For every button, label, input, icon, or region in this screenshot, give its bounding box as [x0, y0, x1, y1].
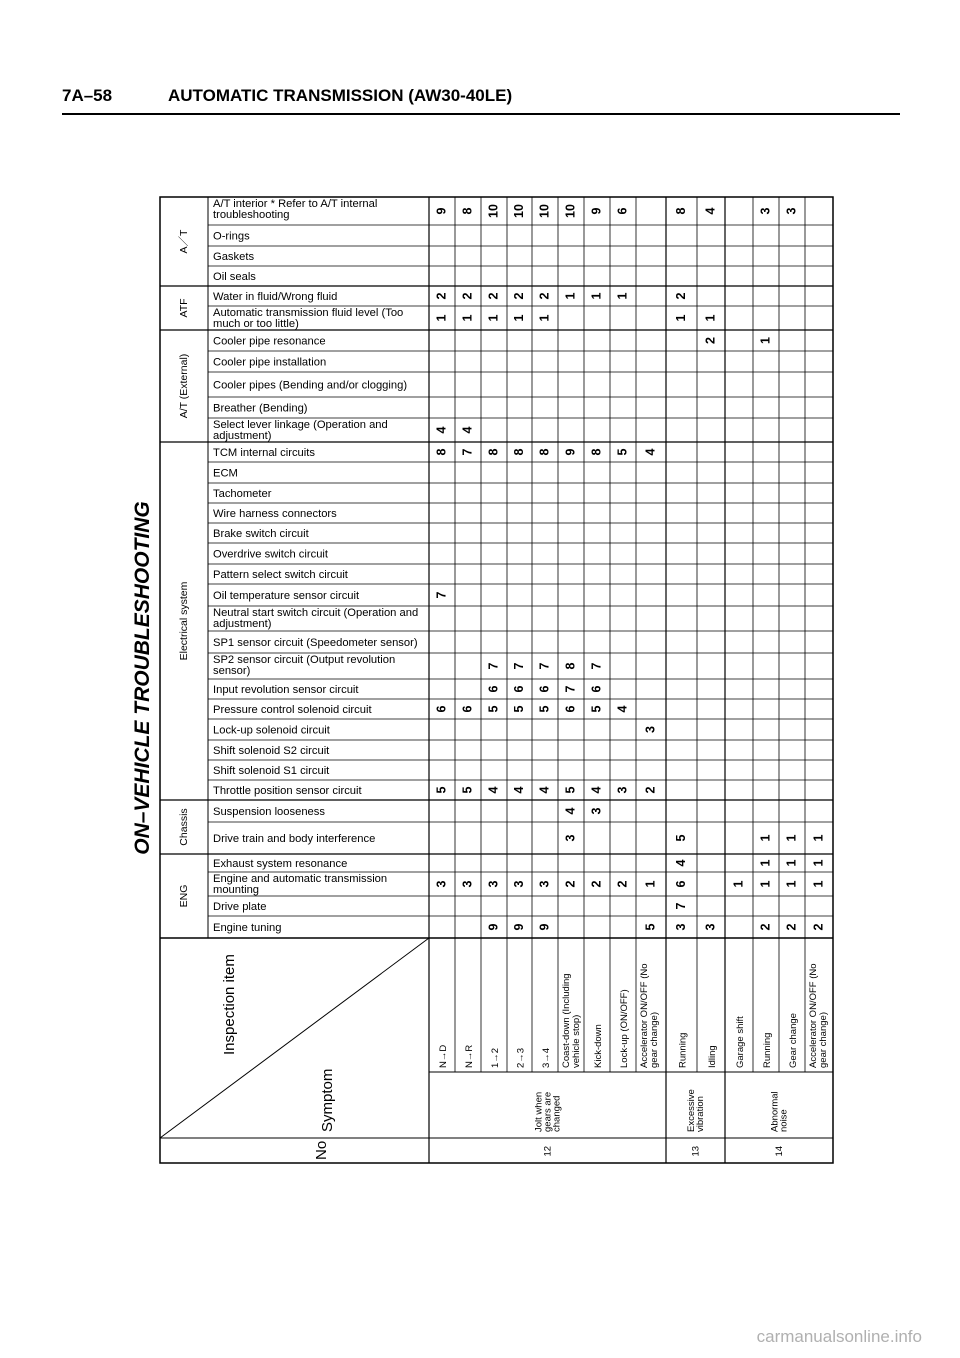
cell-value: 1: [511, 314, 526, 322]
inspection-item: Throttle position sensor circuit: [213, 785, 362, 797]
cell-value: 2: [563, 880, 578, 888]
cell-value: 1: [589, 292, 604, 300]
inspection-item: SP2 sensor circuit (Output revolution: [213, 654, 396, 666]
symptom-group-label: Jolt when: [533, 1091, 545, 1132]
cell-value: 1: [758, 337, 773, 344]
cell-value: 2: [511, 292, 526, 300]
symptom-group-label: changed: [551, 1095, 563, 1132]
inspection-item: Overdrive switch circuit: [213, 548, 329, 561]
cell-value: 7: [460, 448, 475, 456]
corner-diagonal: [160, 938, 429, 1138]
inspection-item: Cooler pipe resonance: [213, 335, 326, 348]
cell-value: 3: [758, 207, 773, 215]
watermark: carmanualsonline.info: [756, 1327, 922, 1346]
cell-value: 1: [563, 292, 578, 300]
symptom-condition: gear change): [818, 1012, 829, 1068]
cell-value: 10: [563, 204, 578, 218]
cell-value: 4: [563, 807, 578, 815]
cell-value: 1: [537, 314, 552, 322]
cell-value: 7: [434, 591, 449, 599]
cell-value: 3: [643, 726, 658, 733]
symptom-condition: vehicle stop): [571, 1014, 582, 1068]
symptom-condition: Idling: [707, 1045, 718, 1068]
cell-value: 6: [615, 207, 630, 215]
symptom-condition: Coast-down (Including: [561, 973, 572, 1068]
symptom-group-label: gears are: [542, 1091, 554, 1132]
inspection-item: Drive plate: [213, 901, 267, 913]
inspection-item: sensor): [213, 665, 251, 677]
cell-value: 2: [811, 923, 826, 931]
inspection-item: Select lever linkage (Operation and: [213, 419, 388, 431]
inspection-item: Input revolution sensor circuit: [213, 684, 359, 696]
symptom-condition: Kick-down: [593, 1024, 604, 1068]
cell-value: 10: [486, 204, 501, 218]
cell-value: 6: [486, 685, 501, 693]
cell-value: 5: [643, 923, 658, 931]
cell-value: 3: [615, 786, 630, 794]
cell-value: 9: [486, 923, 501, 931]
inspection-item: mounting: [213, 884, 260, 896]
cell-value: 1: [615, 292, 630, 300]
cell-value: 4: [703, 207, 718, 215]
group-label: Chassis: [177, 808, 190, 846]
symptom-condition: Garage shift: [735, 1016, 746, 1068]
cell-value: 6: [589, 685, 604, 693]
symptom-condition: 3→4: [541, 1047, 552, 1068]
cell-value: 3: [703, 923, 718, 931]
inspection-item: Tachometer: [213, 488, 272, 500]
cell-value: 1: [486, 314, 501, 322]
cell-value: 3: [563, 834, 578, 842]
cell-value: 8: [460, 207, 475, 215]
inspection-item: Oil temperature sensor circuit: [213, 590, 360, 602]
symptom-group-label: vibration: [695, 1096, 706, 1132]
symptom-group-label: Excessive: [686, 1089, 697, 1132]
group-label: Electrical system: [177, 581, 190, 661]
cell-value: 8: [537, 448, 552, 456]
cell-value: 7: [589, 662, 604, 670]
cell-value: 4: [537, 786, 552, 794]
symptom-header: Symptom: [319, 1068, 336, 1132]
inspection-item: adjustment): [213, 430, 272, 442]
page-title: AUTOMATIC TRANSMISSION (AW30-40LE): [168, 86, 513, 105]
cell-value: 3: [784, 207, 799, 215]
symptom-group-label: Abnormal: [769, 1091, 781, 1132]
symptom-condition: Running: [677, 1032, 689, 1068]
inspection-item: Engine tuning: [213, 922, 282, 934]
inspection-item: troubleshooting: [213, 209, 290, 221]
cell-value: 7: [537, 662, 552, 670]
cell-value: 7: [486, 662, 501, 670]
cell-value: 8: [511, 448, 526, 456]
inspection-item: Oil seals: [213, 271, 256, 283]
cell-value: 1: [811, 834, 826, 842]
cell-value: 2: [589, 880, 604, 888]
cell-value: 6: [434, 705, 449, 713]
cell-value: 2: [643, 786, 658, 794]
cell-value: 4: [434, 426, 449, 434]
cell-value: 4: [460, 426, 475, 434]
symptom-condition: Running: [762, 1032, 773, 1068]
cell-value: 9: [511, 923, 526, 931]
cell-value: 5: [434, 786, 449, 794]
cell-value: 3: [673, 923, 688, 931]
cell-value: 1: [758, 859, 773, 867]
inspection-item: Exhaust system resonance: [213, 858, 348, 870]
symptom-group-label: noise: [778, 1109, 790, 1132]
inspection-item: Lock-up solenoid circuit: [213, 724, 330, 737]
cell-value: 7: [673, 902, 688, 910]
cell-value: 2: [703, 337, 718, 344]
group-label: ATF: [177, 298, 190, 318]
cell-value: 5: [673, 834, 688, 842]
cell-value: 2: [434, 292, 449, 300]
cell-value: 10: [511, 204, 526, 218]
cell-value: 1: [460, 314, 475, 322]
inspection-item: Pressure control solenoid circuit: [213, 704, 372, 716]
symptom-condition: Accelerator ON/OFF (No: [639, 963, 650, 1068]
cell-value: 4: [673, 859, 688, 867]
page-number: 7A–58: [62, 86, 113, 105]
cell-value: 8: [563, 662, 578, 670]
cell-value: 4: [589, 786, 604, 794]
cell-value: 2: [537, 292, 552, 300]
inspection-item: Shift solenoid S2 circuit: [213, 745, 330, 757]
cell-value: 9: [537, 923, 552, 931]
inspection-item: Gaskets: [213, 251, 255, 263]
cell-value: 3: [460, 880, 475, 888]
cell-value: 1: [784, 880, 799, 888]
inspection-item: Suspension looseness: [213, 806, 325, 818]
symptom-condition: 1→2: [490, 1047, 501, 1068]
cell-value: 1: [758, 834, 773, 842]
symptom-condition: gear change): [649, 1012, 660, 1068]
cell-value: 1: [784, 834, 799, 842]
side-title: ON–VEHICLE TROUBLESHOOTING: [131, 501, 154, 855]
inspection-item: ECM: [213, 467, 238, 480]
cell-value: 8: [434, 448, 449, 456]
cell-value: 3: [511, 880, 526, 888]
symptom-condition: 2→3: [515, 1047, 527, 1068]
cell-value: 6: [537, 685, 552, 693]
cell-value: 1: [731, 880, 746, 888]
cell-value: 1: [784, 859, 799, 867]
cell-value: 9: [589, 207, 604, 215]
inspection-item: Engine and automatic transmission: [213, 873, 388, 885]
inspection-item: Wire harness connectors: [213, 508, 337, 520]
inspection-item: Shift solenoid S1 circuit: [213, 765, 330, 777]
symptom-condition: N→D: [438, 1044, 449, 1068]
cell-value: 7: [563, 685, 578, 693]
cell-value: 2: [615, 880, 630, 888]
cell-value: 4: [643, 448, 658, 456]
cell-value: 5: [589, 705, 604, 713]
cell-value: 5: [460, 786, 475, 794]
cell-value: 5: [511, 705, 526, 713]
cell-value: 5: [486, 705, 501, 713]
no-header: No: [313, 1140, 330, 1160]
cell-value: 8: [589, 448, 604, 456]
inspection-item: Water in fluid/Wrong fluid: [213, 291, 338, 303]
cell-value: 2: [486, 292, 501, 300]
symptom-number: 13: [690, 1145, 702, 1157]
cell-value: 1: [703, 314, 718, 322]
cell-value: 1: [434, 314, 449, 322]
cell-value: 1: [811, 859, 826, 867]
inspection-item: adjustment): [213, 618, 272, 630]
symptom-condition: Lock-up (ON/OFF): [619, 989, 630, 1068]
cell-value: 2: [673, 292, 688, 300]
cell-value: 4: [486, 786, 501, 794]
cell-value: 5: [615, 448, 630, 456]
inspection-item: TCM internal circuits: [213, 447, 315, 459]
cell-value: 3: [589, 807, 604, 815]
cell-value: 5: [563, 786, 578, 794]
inspection-item: A/T interior * Refer to A/T internal: [213, 198, 378, 210]
symptom-number: 14: [774, 1145, 785, 1157]
cell-value: 6: [673, 880, 688, 888]
inspection-item: Cooler pipes (Bending and/or clogging): [213, 379, 408, 392]
cell-value: 6: [460, 705, 475, 713]
cell-value: 2: [784, 923, 799, 931]
cell-value: 1: [643, 880, 658, 888]
cell-value: 1: [758, 880, 773, 888]
group-label: ENG: [177, 884, 190, 908]
symptom-number: 12: [542, 1145, 554, 1157]
group-label: A／T: [177, 229, 190, 254]
inspection-item: Brake switch circuit: [213, 528, 309, 540]
cell-value: 4: [511, 786, 526, 794]
inspection-item-header: Inspection item: [221, 954, 238, 1055]
cell-value: 1: [673, 314, 688, 322]
symptom-condition: N→R: [464, 1044, 475, 1068]
symptom-condition: Gear change: [788, 1013, 799, 1068]
cell-value: 1: [811, 880, 826, 888]
inspection-item: Automatic transmission fluid level (Too: [213, 307, 404, 319]
inspection-item: Neutral start switch circuit (Operation and: [213, 607, 419, 619]
group-label: A/T (External): [177, 353, 190, 419]
cell-value: 8: [486, 448, 501, 456]
cell-value: 4: [615, 705, 630, 713]
inspection-item: SP1 sensor circuit (Speedometer sensor): [213, 637, 418, 649]
inspection-item: Cooler pipe installation: [213, 356, 327, 369]
symptom-condition: Accelerator ON/OFF (No: [808, 963, 819, 1068]
cell-value: 3: [434, 880, 449, 888]
inspection-item: O-rings: [213, 230, 250, 243]
cell-value: 9: [563, 448, 578, 456]
cell-value: 9: [434, 207, 449, 215]
inspection-item: much or too little): [213, 318, 299, 330]
cell-value: 6: [563, 705, 578, 713]
cell-value: 3: [537, 880, 552, 888]
cell-value: 2: [758, 923, 773, 931]
inspection-item: Drive train and body interference: [213, 833, 376, 845]
cell-value: 6: [511, 685, 526, 693]
inspection-item: Breather (Bending): [213, 402, 308, 415]
cell-value: 2: [460, 292, 475, 300]
inspection-item: Pattern select switch circuit: [213, 569, 348, 581]
cell-value: 10: [537, 204, 552, 218]
cell-value: 3: [486, 880, 501, 888]
cell-value: 5: [537, 705, 552, 713]
cell-value: 8: [673, 207, 688, 215]
cell-value: 7: [511, 662, 526, 670]
